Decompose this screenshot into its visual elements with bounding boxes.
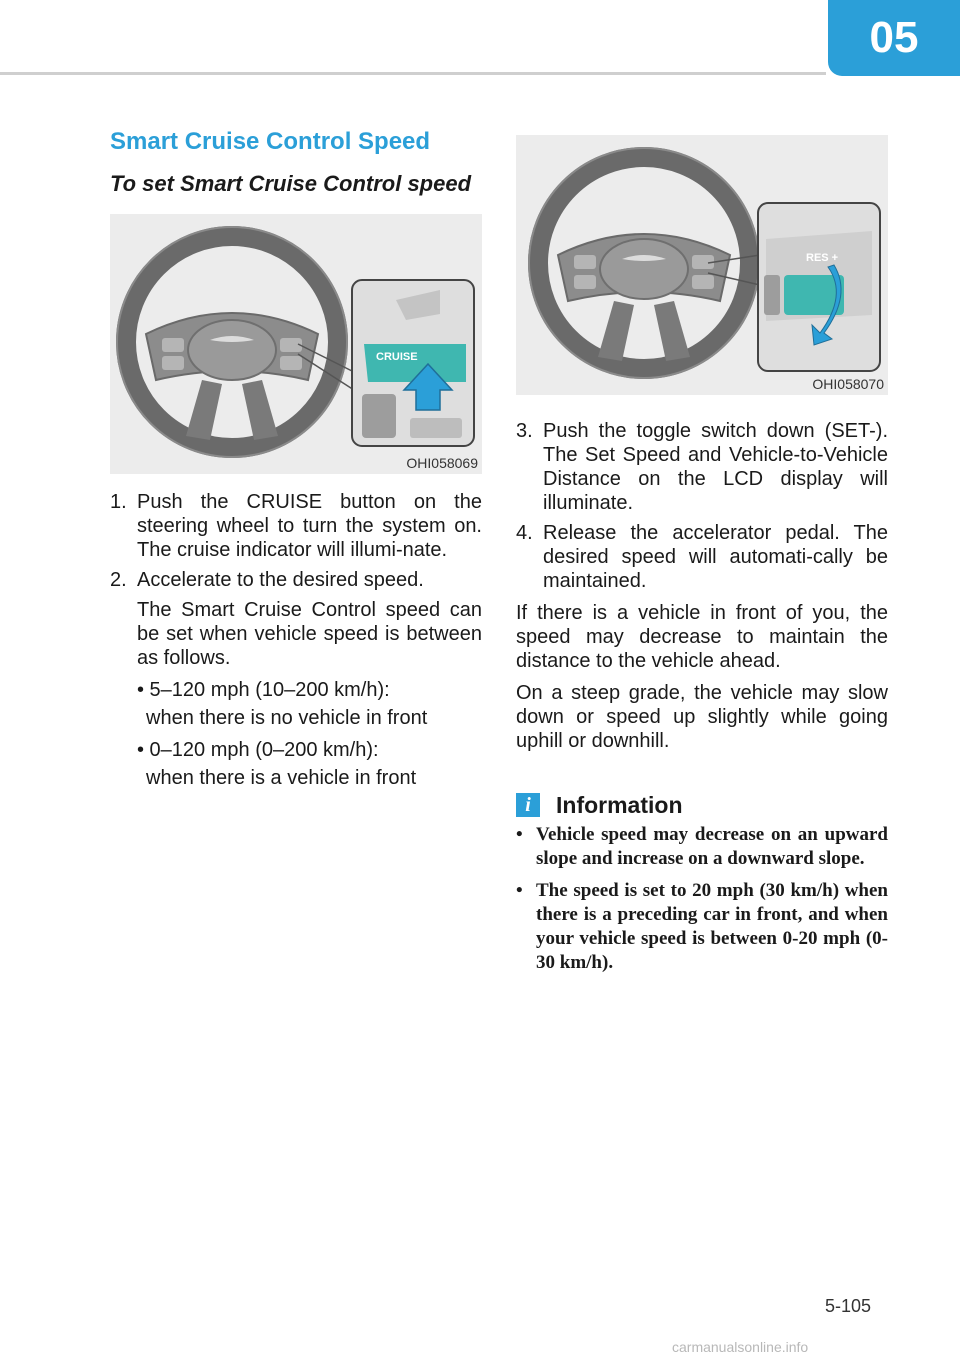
step-number: 4. bbox=[516, 522, 533, 544]
step-4 bbox=[516, 521, 888, 593]
step-3 bbox=[516, 419, 888, 515]
subheading: To set Smart Cruise Control speed bbox=[110, 171, 472, 196]
left-body bbox=[110, 490, 482, 790]
bullet-dot: • bbox=[516, 824, 523, 845]
step-2 bbox=[110, 568, 482, 592]
paragraph: If there is a vehicle in front of you, the speed may decrease to maintain the distance to the vehicle ahead. bbox=[516, 602, 888, 672]
speed-range-condition: when there is a vehicle in front bbox=[146, 767, 417, 789]
information-text: Vehicle speed may decrease on an upward slope and increase on a downward slope. bbox=[536, 824, 888, 869]
steering-wheel-toggle-illustration bbox=[516, 135, 888, 395]
paragraph: On a steep grade, the vehicle may slow down or speed up slightly while going uphill or downhill. bbox=[516, 682, 888, 752]
information-title: Information bbox=[556, 792, 683, 818]
cruise-button-label: CRUISE bbox=[376, 351, 418, 363]
step-number: 2. bbox=[110, 569, 127, 591]
steering-wheel-figure-toggle bbox=[516, 135, 888, 395]
step-text: Release the accelerator pedal. The desired speed will automati-cally be maintained. bbox=[543, 522, 888, 592]
step-number: 1. bbox=[110, 491, 127, 513]
step-text: Accelerate to the desired speed. bbox=[137, 569, 424, 591]
info-icon: i bbox=[516, 793, 540, 817]
section-title: Smart Cruise Control Speed bbox=[110, 128, 431, 155]
res-toggle-label: RES + bbox=[806, 252, 839, 264]
step-2-detail: The Smart Cruise Control speed can be set when vehicle speed is between as follows. bbox=[137, 599, 482, 669]
steering-wheel-figure-cruise bbox=[110, 214, 482, 474]
step-text: Push the toggle switch down (SET-). The Set Speed and Vehicle-to-Vehicle Distance on the LCD display will illuminate. bbox=[543, 420, 888, 514]
step-number: 3. bbox=[516, 420, 533, 442]
information-item bbox=[516, 879, 888, 975]
information-header bbox=[516, 793, 888, 817]
steering-wheel-cruise-illustration bbox=[110, 214, 482, 474]
left-column bbox=[110, 128, 482, 798]
header-rule bbox=[0, 72, 826, 75]
right-body bbox=[516, 419, 888, 975]
page-number: 5-105 bbox=[825, 1296, 872, 1316]
figure-code: OHI058069 bbox=[406, 455, 478, 471]
information-text: The speed is set to 20 mph (30 km/h) when there is a preceding car in front, and when your vehicle speed is between 0-20 mph (0-30 km/h). bbox=[536, 880, 888, 973]
watermark: carmanualsonline.info bbox=[672, 1339, 809, 1355]
information-item bbox=[516, 823, 888, 871]
speed-range-condition: when there is no vehicle in front bbox=[146, 707, 428, 729]
speed-range-bullet: • 0–120 mph (0–200 km/h): bbox=[137, 739, 379, 761]
step-1 bbox=[110, 490, 482, 562]
chapter-tab: 05 bbox=[828, 0, 960, 76]
figure-code: OHI058070 bbox=[812, 376, 884, 392]
speed-range-bullet: • 5–120 mph (10–200 km/h): bbox=[137, 679, 390, 701]
right-column bbox=[516, 135, 888, 983]
bullet-dot: • bbox=[516, 880, 523, 901]
step-text: Push the CRUISE button on the steering wheel to turn the system on. The cruise indicator will illumi-nate. bbox=[137, 491, 482, 561]
